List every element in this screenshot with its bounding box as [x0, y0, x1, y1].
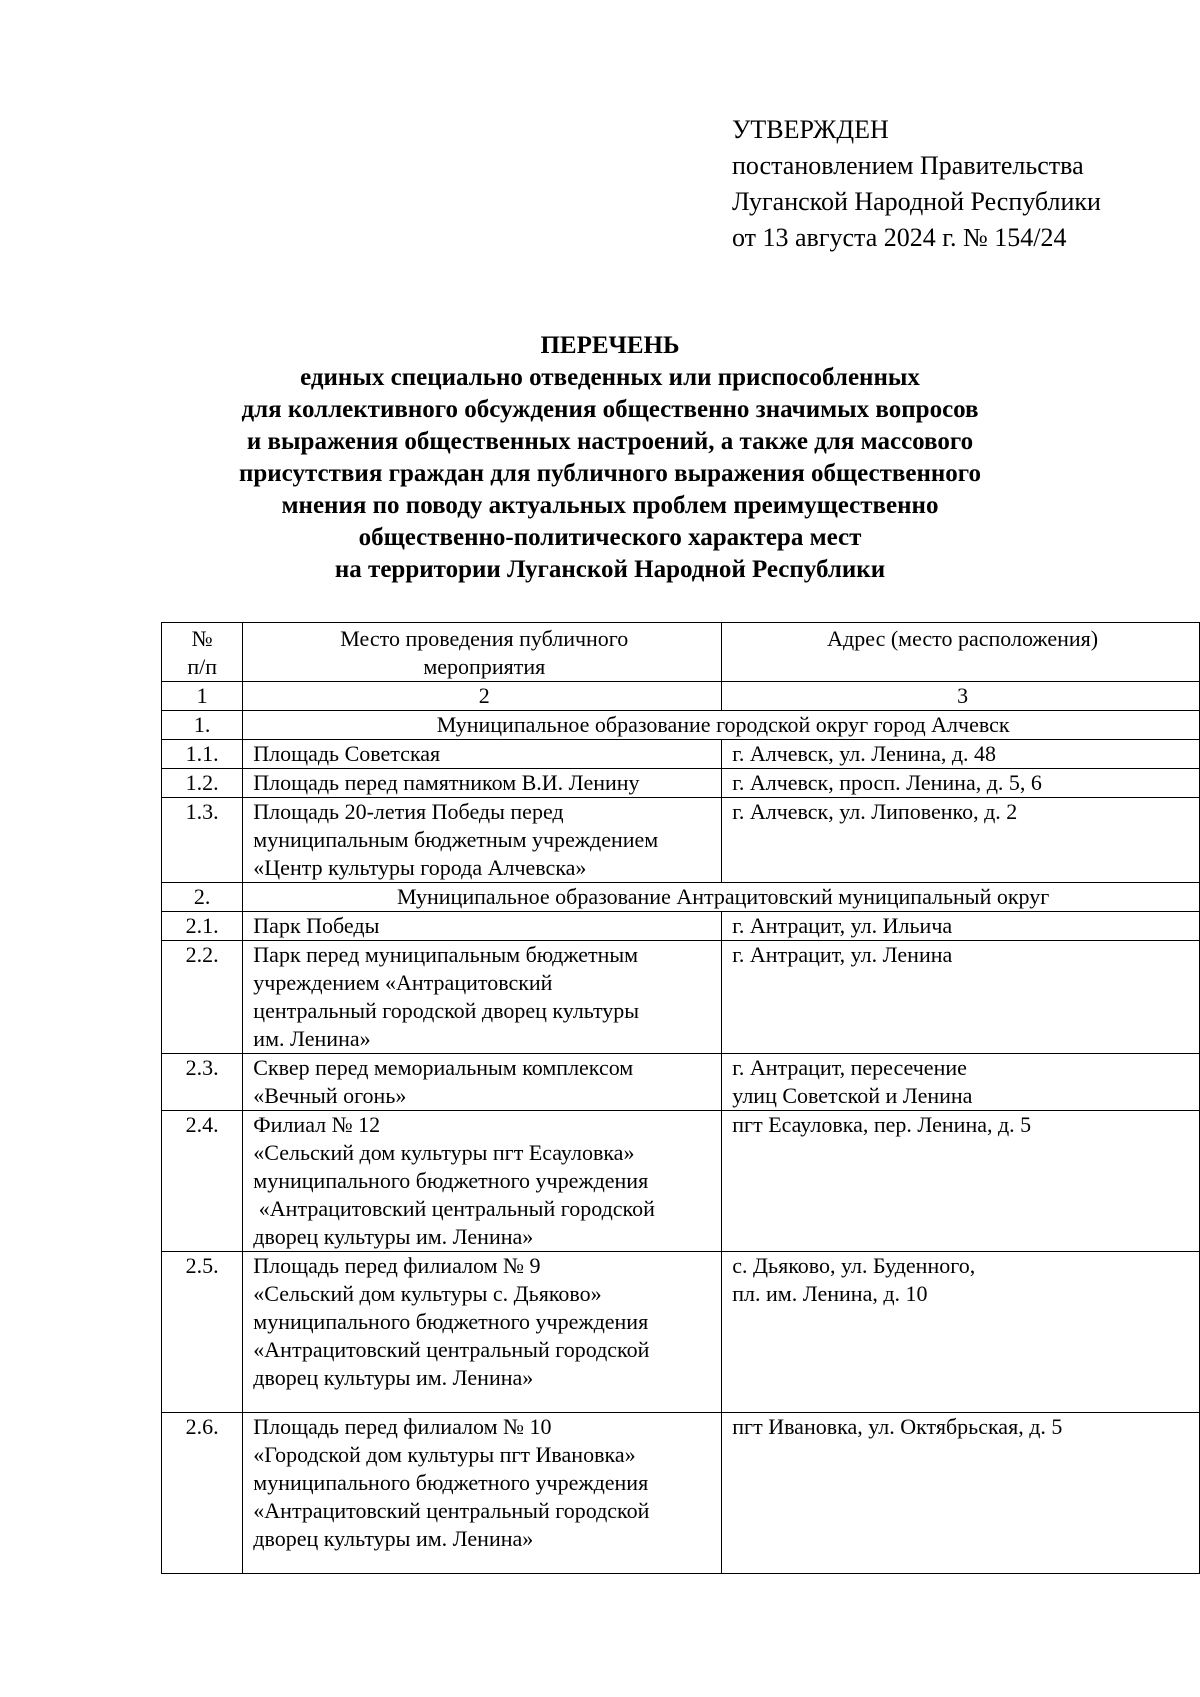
address-line: г. Алчевск, просп. Ленина, д. 5, 6: [732, 770, 1042, 795]
header-num-line: п/п: [187, 654, 217, 679]
place-line: «Вечный огонь»: [253, 1083, 407, 1108]
row-num: 2.6.: [162, 1413, 243, 1574]
place-line: «Антрацитовский центральный городской: [253, 1337, 650, 1362]
place-cell: [243, 798, 722, 883]
place-line: «Городской дом культуры пгт Ивановка»: [253, 1442, 636, 1467]
place-cell: [243, 941, 722, 1054]
header-place-line: Место проведения публичного: [340, 626, 629, 651]
table-index-row: [162, 682, 1200, 711]
heading-line: единых специально отведенных или приспособленных: [300, 364, 920, 391]
place-line: муниципального бюджетного учреждения: [253, 1309, 649, 1334]
place-line: «Антрацитовский центральный городской: [253, 1196, 655, 1221]
place-line: Площадь 20-летия Победы перед: [253, 799, 564, 824]
place-line: центральный городской дворец культуры: [253, 998, 640, 1023]
row-num: 2.2.: [162, 941, 243, 1054]
place-line: муниципального бюджетного учреждения: [253, 1470, 649, 1495]
place-line: Площадь перед филиалом № 10: [253, 1414, 552, 1439]
place-line: Сквер перед мемориальным комплексом: [253, 1055, 634, 1080]
document-title: ПЕРЕЧЕНЬ: [540, 332, 680, 359]
place-line: Парк Победы: [253, 913, 380, 938]
place-line: дворец культуры им. Ленина»: [253, 1365, 534, 1390]
address-cell: [722, 941, 1200, 1054]
header-num-line: №: [191, 626, 213, 651]
row-num: 2.5.: [162, 1252, 243, 1413]
address-line: с. Дьяково, ул. Буденного,: [732, 1253, 976, 1278]
header-address-line: Адрес (место расположения): [827, 626, 1099, 651]
place-line: Парк перед муниципальным бюджетным: [253, 942, 639, 967]
place-cell: [243, 740, 722, 769]
header-num-cell: [162, 623, 243, 682]
address-cell: [722, 740, 1200, 769]
address-line: г. Антрацит, пересечение: [732, 1055, 967, 1080]
table-row: [162, 1111, 1200, 1252]
address-cell: [722, 1252, 1200, 1413]
place-line: Филиал № 12: [253, 1112, 381, 1137]
address-line: пгт Ивановка, ул. Октябрьская, д. 5: [732, 1414, 1063, 1439]
row-num: 1.2.: [162, 769, 243, 798]
approval-line: постановлением Правительства: [732, 151, 1084, 180]
heading-line: присутствия граждан для публичного выражения общественного: [238, 460, 982, 487]
place-line: «Антрацитовский центральный городской: [253, 1498, 650, 1523]
address-cell: [722, 1111, 1200, 1252]
place-line: учреждением «Антрацитовский: [253, 970, 553, 995]
row-num: 2.1.: [162, 912, 243, 941]
table-row: [162, 1413, 1200, 1574]
address-line: г. Антрацит, ул. Ленина: [732, 942, 953, 967]
header-place-line: мероприятия: [423, 654, 546, 679]
place-cell: [243, 769, 722, 798]
places-table: [161, 622, 1200, 1574]
place-cell: [243, 1413, 722, 1574]
row-num: 1.3.: [162, 798, 243, 883]
place-line: Площадь перед филиалом № 9: [253, 1253, 541, 1278]
row-num: 2.: [162, 883, 243, 912]
place-cell: [243, 912, 722, 941]
index-cell: 3: [722, 682, 1200, 711]
place-line: Площадь перед памятником В.И. Ленину: [253, 770, 640, 795]
place-line: Площадь Советская: [253, 741, 441, 766]
place-line: дворец культуры им. Ленина»: [253, 1526, 534, 1551]
place-cell: [243, 1111, 722, 1252]
heading-line: для коллективного обсуждения общественно значимых вопросов: [241, 396, 979, 423]
row-num: 1.: [162, 711, 243, 740]
place-line: дворец культуры им. Ленина»: [253, 1224, 534, 1249]
place-line: муниципального бюджетного учреждения: [253, 1168, 649, 1193]
index-cell: 2: [243, 682, 722, 711]
document-heading: [150, 330, 1070, 586]
row-num: 1.1.: [162, 740, 243, 769]
table-row: [162, 798, 1200, 883]
approval-date-line: от 13 августа 2024 г. № 154/24: [732, 223, 1067, 252]
heading-line: на территории Луганской Народной Республики: [334, 556, 886, 583]
approval-line: Луганской Народной Республики: [732, 187, 1101, 216]
section-title: Муниципальное образование городской округ город Алчевск: [243, 711, 1200, 740]
place-line: им. Ленина»: [253, 1026, 371, 1051]
address-cell: [722, 1054, 1200, 1111]
address-cell: [722, 769, 1200, 798]
section-title: Муниципальное образование Антрацитовский муниципальный округ: [243, 883, 1200, 912]
table-row: [162, 1054, 1200, 1111]
place-line: муниципальным бюджетным учреждением: [253, 827, 659, 852]
address-cell: [722, 798, 1200, 883]
place-line: «Сельский дом культуры пгт Есауловка»: [253, 1140, 635, 1165]
row-num: 2.4.: [162, 1111, 243, 1252]
heading-line: общественно-политического характера мест: [358, 524, 862, 551]
header-address-cell: [722, 623, 1200, 682]
address-line: пгт Есауловка, пер. Ленина, д. 5: [732, 1112, 1032, 1137]
address-line: г. Алчевск, ул. Липовенко, д. 2: [732, 799, 1018, 824]
address-line: улиц Советской и Ленина: [732, 1083, 973, 1108]
place-line: «Центр культуры города Алчевска»: [253, 855, 587, 880]
heading-line: мнения по поводу актуальных проблем преимущественно: [281, 492, 939, 519]
table-row: [162, 1252, 1200, 1413]
approval-stamp: [732, 112, 1101, 256]
address-line: пл. им. Ленина, д. 10: [732, 1281, 928, 1306]
table-section-row: [162, 883, 1200, 912]
place-line: «Сельский дом культуры с. Дьяково»: [253, 1281, 602, 1306]
table-header-row: [162, 623, 1200, 682]
address-cell: [722, 1413, 1200, 1574]
address-line: г. Алчевск, ул. Ленина, д. 48: [732, 741, 997, 766]
heading-line: и выражения общественных настроений, а также для массового: [246, 428, 974, 455]
table-section-row: [162, 711, 1200, 740]
row-num: 2.3.: [162, 1054, 243, 1111]
place-cell: [243, 1252, 722, 1413]
index-cell: 1: [162, 682, 243, 711]
header-place-cell: [243, 623, 722, 682]
table-row: [162, 912, 1200, 941]
table-row: [162, 769, 1200, 798]
table-row: [162, 941, 1200, 1054]
table-row: [162, 740, 1200, 769]
place-cell: [243, 1054, 722, 1111]
address-cell: [722, 912, 1200, 941]
approval-title: УТВЕРЖДЕН: [732, 115, 889, 144]
address-line: г. Антрацит, ул. Ильича: [732, 913, 953, 938]
